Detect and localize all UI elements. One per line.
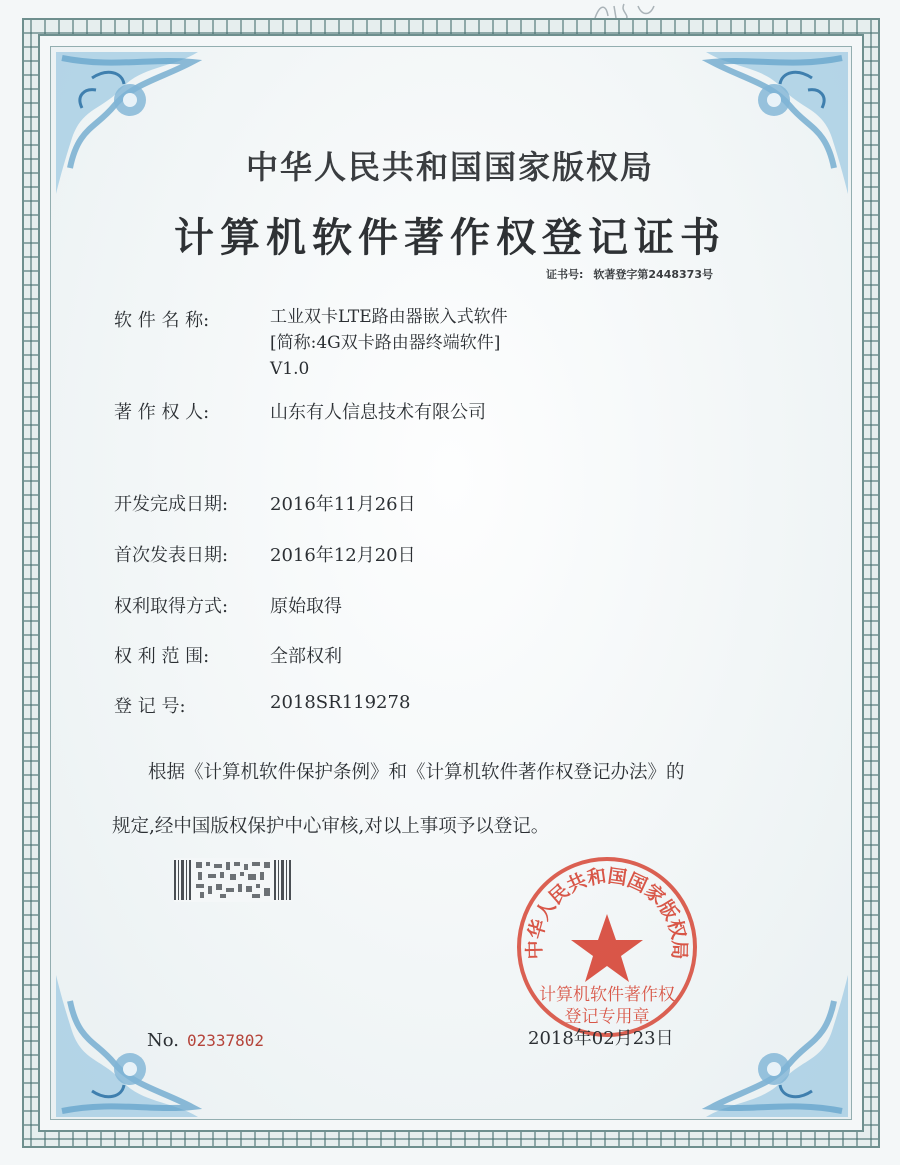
- field-label: 权利取得方式:: [114, 596, 229, 617]
- field-label: 首次发表日期:: [114, 545, 229, 566]
- issue-date: 2018年02月23日: [528, 1028, 674, 1049]
- field-software-name: [114, 306, 270, 332]
- corner-ornament-icon: [702, 971, 852, 1121]
- field-completion-date: [114, 490, 416, 516]
- field-label: 软 件 名 称:: [114, 310, 210, 331]
- seal-ring-text: 中华人民共和国国家版权局: [523, 865, 691, 960]
- field-value: 2018SR119278: [270, 692, 411, 713]
- software-name-line: 工业双卡LTE路由器嵌入式软件: [270, 307, 508, 327]
- software-short-name-line: [简称:4G双卡路由器终端软件]: [270, 333, 501, 353]
- field-rights-scope: [114, 642, 342, 668]
- certificate-title: 计算机软件著作权登记证书: [174, 214, 726, 261]
- field-value: 2016年11月26日: [270, 494, 416, 515]
- seal-inner-line-2: 登记专用章: [564, 1007, 650, 1027]
- software-name-value: [270, 304, 508, 382]
- field-acquisition-method: [114, 592, 342, 618]
- field-value: 山东有人信息技术有限公司: [270, 402, 486, 423]
- certificate-number-label: 证书号:: [546, 268, 584, 281]
- field-value: 全部权利: [270, 646, 342, 667]
- field-label: 登 记 号:: [114, 696, 186, 717]
- software-version-line: V1.0: [270, 359, 310, 379]
- seal-inner-line-1: 计算机软件著作权: [539, 985, 675, 1005]
- field-label: 开发完成日期:: [114, 494, 229, 515]
- field-copyright-owner: [114, 398, 486, 424]
- body-paragraph-line-2: 规定,经中国版权保护中心审核,对以上事项予以登记。: [112, 816, 550, 837]
- field-first-publish-date: [114, 541, 416, 567]
- field-label: 权 利 范 围:: [114, 646, 210, 667]
- field-label: 著 作 权 人:: [114, 402, 210, 423]
- barcode-icon: [174, 858, 292, 902]
- field-value: 原始取得: [270, 596, 342, 617]
- serial-number-label: No.: [147, 1030, 179, 1051]
- certificate-number-value: 软著登字第2448373号: [593, 268, 713, 281]
- issuing-agency: 中华人民共和国国家版权局: [245, 148, 654, 186]
- field-value: 2016年12月20日: [270, 545, 416, 566]
- certificate-number: [546, 266, 713, 282]
- body-paragraph-line-1: 根据《计算机软件保护条例》和《计算机软件著作权登记办法》的: [148, 762, 685, 783]
- field-registration-number: [114, 692, 411, 718]
- official-seal: [512, 852, 702, 1042]
- serial-number: [147, 1030, 264, 1051]
- serial-number-value: 02337802: [187, 1031, 265, 1050]
- seal-star-icon: [571, 914, 643, 982]
